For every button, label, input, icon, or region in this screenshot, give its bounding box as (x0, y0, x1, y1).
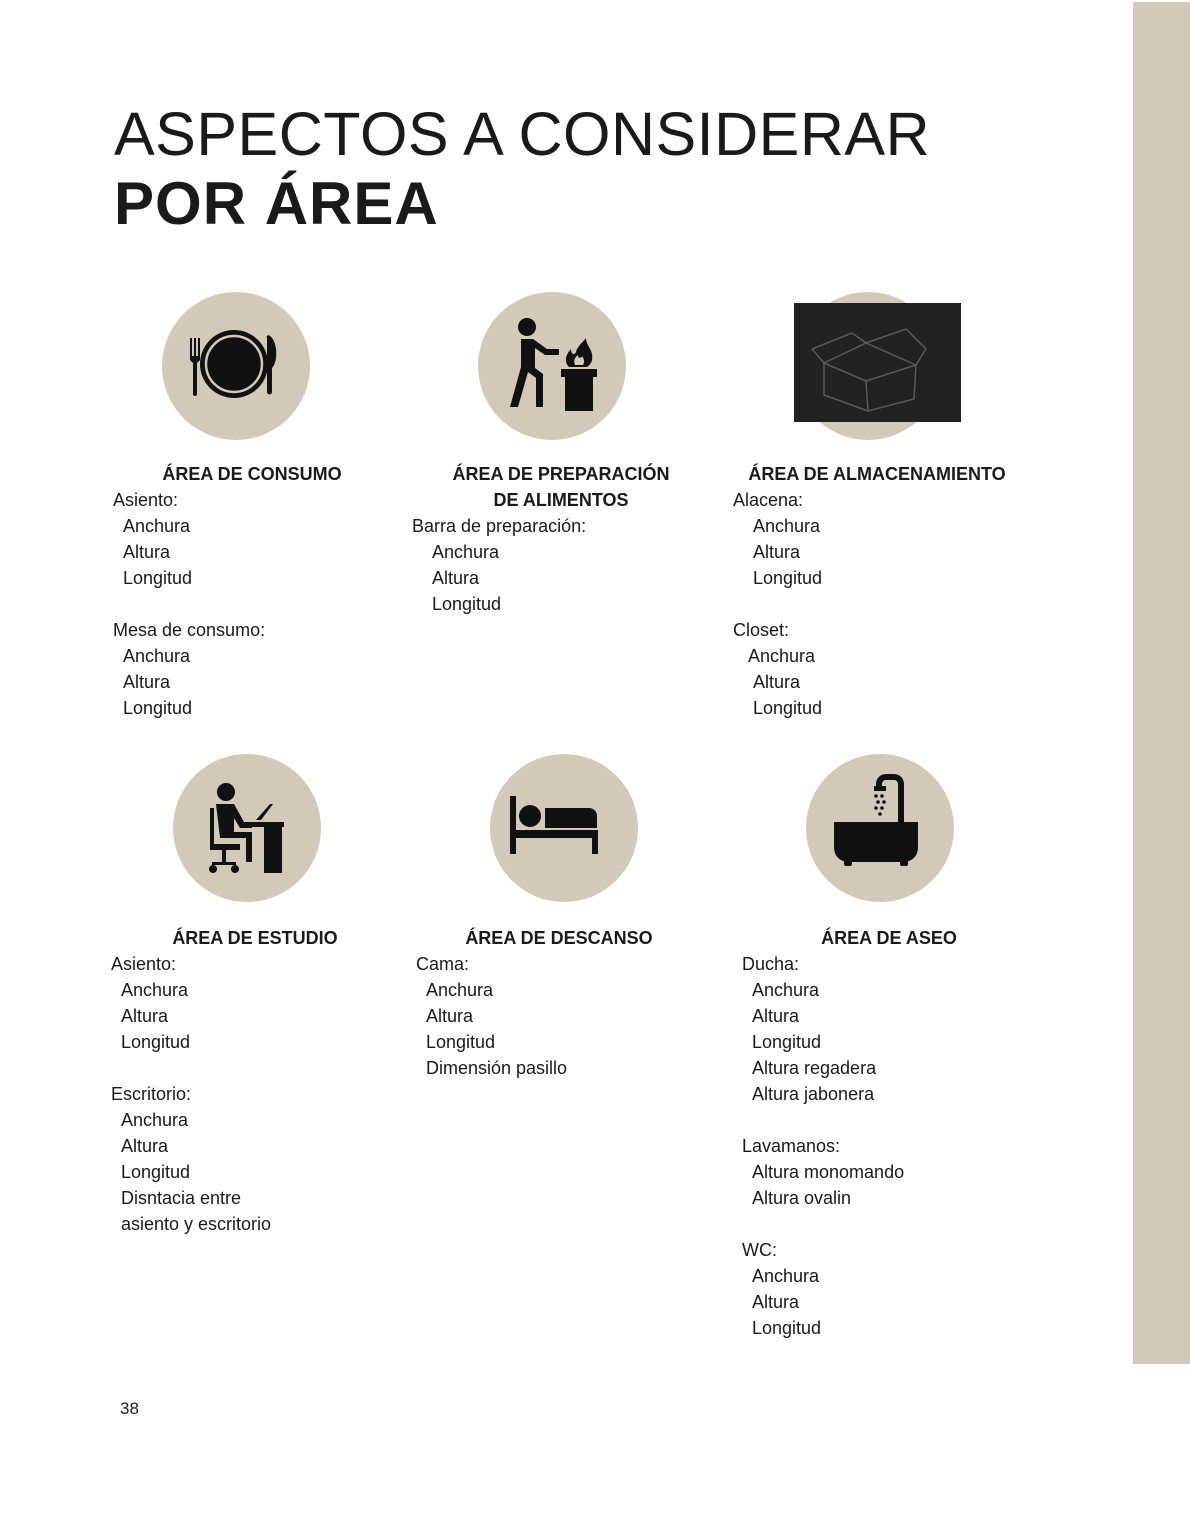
area-almacenamiento-item: Longitud (753, 568, 823, 588)
area-descanso-item: Altura (426, 1006, 474, 1026)
area-consumo-item: Anchura (123, 516, 191, 536)
area-descanso-item: Dimensión pasillo (426, 1058, 568, 1078)
area-estudio-item: Longitud (121, 1032, 191, 1052)
area-almacenamiento-heading (733, 461, 1021, 487)
storage-box-icon (794, 303, 961, 422)
area-aseo-item: Anchura (752, 980, 820, 1000)
area-preparacion-heading (421, 461, 701, 513)
page-title-line-2: POR ÁREA (114, 170, 439, 237)
area-aseo-item: Altura (752, 1006, 800, 1026)
heading-line: ÁREA DE PREPARACIÓN (452, 464, 670, 484)
heading-line: ÁREA DE ALMACENAMIENTO (748, 464, 1006, 484)
heading-line: ÁREA DE ASEO (821, 928, 957, 948)
area-aseo-item: Longitud (752, 1032, 822, 1052)
side-color-band (1133, 2, 1190, 1364)
area-preparacion-item: Longitud (432, 594, 502, 614)
area-estudio-item: Disntacia entre (121, 1188, 242, 1208)
area-estudio-item: Anchura (121, 1110, 189, 1130)
dining-icon (186, 328, 282, 400)
area-preparacion-item: Anchura (432, 542, 500, 562)
area-almacenamiento-label: Closet: (733, 620, 790, 640)
area-descanso-label: Cama: (416, 954, 470, 974)
desk-worker-icon (206, 782, 286, 876)
area-consumo-label: Asiento: (113, 490, 179, 510)
area-aseo-label: WC: (742, 1240, 777, 1260)
area-descanso-item: Longitud (426, 1032, 496, 1052)
area-preparacion-label: Barra de preparación: (412, 516, 587, 536)
area-descanso-heading (418, 925, 700, 951)
area-estudio-item: Altura (121, 1136, 169, 1156)
area-consumo-item: Altura (123, 542, 171, 562)
area-consumo-item: Longitud (123, 568, 193, 588)
area-estudio-item: Altura (121, 1006, 169, 1026)
area-estudio-item: Longitud (121, 1162, 191, 1182)
area-consumo-item: Longitud (123, 698, 193, 718)
area-estudio-item: Anchura (121, 980, 189, 1000)
area-consumo-item: Altura (123, 672, 171, 692)
area-preparacion-item: Altura (432, 568, 480, 588)
page-number: 38 (120, 1399, 139, 1418)
area-descanso-item: Anchura (426, 980, 494, 1000)
bed-icon (509, 796, 601, 856)
area-almacenamiento-item: Anchura (748, 646, 816, 666)
area-aseo-item: Longitud (752, 1318, 822, 1338)
area-estudio-label: Asiento: (111, 954, 177, 974)
area-aseo-item: Altura (752, 1292, 800, 1312)
heading-line: ÁREA DE DESCANSO (465, 928, 653, 948)
page-title-line-1: ASPECTOS A CONSIDERAR (114, 100, 931, 168)
area-aseo-item: Altura monomando (752, 1162, 905, 1182)
area-aseo-item: Altura ovalin (752, 1188, 852, 1208)
area-almacenamiento-label: Alacena: (733, 490, 804, 510)
cooking-person-icon (505, 317, 599, 413)
area-consumo-heading (113, 461, 391, 487)
area-almacenamiento-item: Longitud (753, 698, 823, 718)
area-consumo-label: Mesa de consumo: (113, 620, 266, 640)
area-almacenamiento-item: Anchura (753, 516, 821, 536)
area-estudio-item: asiento y escritorio (121, 1214, 272, 1234)
area-consumo-item: Anchura (123, 646, 191, 666)
bathtub-icon (832, 772, 922, 870)
heading-line: ÁREA DE CONSUMO (162, 464, 342, 484)
area-almacenamiento-item: Altura (753, 672, 801, 692)
heading-line: DE ALIMENTOS (493, 490, 629, 510)
area-aseo-item: Anchura (752, 1266, 820, 1286)
heading-line: ÁREA DE ESTUDIO (172, 928, 338, 948)
area-aseo-label: Lavamanos: (742, 1136, 841, 1156)
area-estudio-heading (112, 925, 398, 951)
area-aseo-label: Ducha: (742, 954, 800, 974)
area-aseo-item: Altura jabonera (752, 1084, 875, 1104)
area-aseo-item: Altura regadera (752, 1058, 877, 1078)
area-almacenamiento-item: Altura (753, 542, 801, 562)
area-estudio-label: Escritorio: (111, 1084, 192, 1104)
area-aseo-heading (748, 925, 1030, 951)
